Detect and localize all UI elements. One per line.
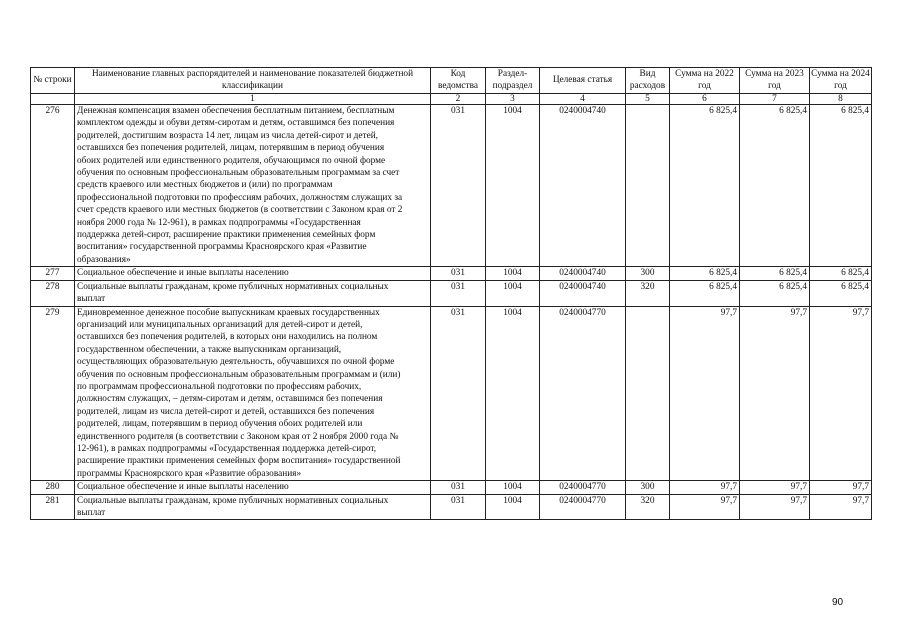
row-sum-2023: 97,7 (740, 306, 810, 481)
row-number: 278 (31, 280, 75, 306)
row-sum-2022: 97,7 (670, 494, 740, 520)
table-row (31, 267, 872, 280)
row-department-code: 031 (431, 267, 486, 280)
row-expense-type: 320 (626, 494, 670, 520)
row-department-code: 031 (431, 280, 486, 306)
row-sum-2023: 6 825,4 (740, 280, 810, 306)
row-department-code: 031 (431, 481, 486, 494)
header-sum-2022: Сумма на 2022 год (670, 68, 740, 94)
row-target-article: 0240004740 (540, 280, 626, 306)
header-expense-type: Вид расходов (626, 68, 670, 94)
table-row (31, 494, 872, 520)
row-name: Социальные выплаты гражданам, кроме публичных нормативных социальных выплат (75, 280, 431, 306)
row-sum-2022: 97,7 (670, 481, 740, 494)
row-target-article: 0240004770 (540, 481, 626, 494)
header-name: Наименование главных распорядителей и наименование показателей бюджетной классификации (75, 68, 431, 94)
row-name: Единовременное денежное пособие выпускникам краевых государственных организаций или муниципальных организаций для детей-сирот и детей, оставшихся без попечения родителей, в которых они находились на полном государственном обеспечении, а также выпускникам организаций, осуществляющих образовательную деятельность, обучавшихся по очной форме обучения по основным профессиональным образовательным программам и (или) по программам профессиональной подготовки по профессиям рабочих, должностям служащих, – детям-сиротам и детям, оставшимся без попечения родителей, лицам из числа детей-сирот и детей, оставшихся без попечения родителей, лицам, потерявшим в период обучения обоих родителей или единственного родителя (в соответствии с Законом края от 2 ноября 2000 года № 12-961), в рамках подпрограммы «Государственная поддержка детей-сирот, расширение практики применения семейных форм воспитания» государственной программы Красноярского края «Развитие образования» (75, 306, 431, 481)
row-number: 279 (31, 306, 75, 481)
header-row-number: № строки (31, 68, 75, 94)
row-section: 1004 (486, 105, 540, 267)
row-sum-2024: 6 825,4 (810, 105, 872, 267)
row-target-article: 0240004770 (540, 494, 626, 520)
row-expense-type (626, 306, 670, 481)
column-number: 7 (740, 94, 810, 105)
row-name: Социальное обеспечение и иные выплаты населению (75, 267, 431, 280)
row-expense-type: 300 (626, 481, 670, 494)
header-department-code: Код ведомства (431, 68, 486, 94)
table-row (31, 306, 872, 481)
row-target-article: 0240004740 (540, 105, 626, 267)
row-name: Денежная компенсация взамен обеспечения бесплатным питанием, бесплатным комплектом одежды и обуви детям-сиротам и детям, оставшимся без попечения родителей, достигшим возраста 14 лет, лицам из числа детей-сирот и детей, оставшихся без попечения родителей, лицам, потерявшим в период обучения обоих родителей или единственного родителя, обучающимся по очной форме обучения по основным профессиональным образовательным программам за счет средств краевого или местных бюджетов и (или) по программам профессиональной подготовки по профессиям рабочих, должностям служащих за счет средств краевого или местных бюджетов (в соответствии с Законом края от 2 ноября 2000 года № 12-961), в рамках подпрограммы «Государственная поддержка детей-сирот, расширение практики применения семейных форм воспитания» государственной программы Красноярского края «Развитие образования» (75, 105, 431, 267)
row-number: 281 (31, 494, 75, 520)
header-row (31, 68, 872, 94)
row-department-code: 031 (431, 306, 486, 481)
column-number-empty (31, 94, 75, 105)
row-sum-2022: 6 825,4 (670, 280, 740, 306)
row-number: 280 (31, 481, 75, 494)
row-name: Социальные выплаты гражданам, кроме публичных нормативных социальных выплат (75, 494, 431, 520)
page-number: 90 (832, 597, 844, 608)
column-number-row (31, 94, 872, 105)
row-target-article: 0240004740 (540, 267, 626, 280)
row-sum-2024: 6 825,4 (810, 267, 872, 280)
row-sum-2023: 6 825,4 (740, 105, 810, 267)
header-sum-2024: Сумма на 2024 год (810, 68, 872, 94)
column-number: 5 (626, 94, 670, 105)
column-number: 2 (431, 94, 486, 105)
budget-table (30, 67, 872, 520)
row-section: 1004 (486, 494, 540, 520)
table-row (31, 280, 872, 306)
row-expense-type: 300 (626, 267, 670, 280)
row-number: 277 (31, 267, 75, 280)
row-department-code: 031 (431, 494, 486, 520)
row-department-code: 031 (431, 105, 486, 267)
row-section: 1004 (486, 280, 540, 306)
column-number: 8 (810, 94, 872, 105)
header-target-article: Целевая статья (540, 68, 626, 94)
header-sum-2023: Сумма на 2023 год (740, 68, 810, 94)
table-row (31, 105, 872, 267)
column-number: 6 (670, 94, 740, 105)
row-sum-2023: 6 825,4 (740, 267, 810, 280)
table-row (31, 481, 872, 494)
row-sum-2022: 6 825,4 (670, 267, 740, 280)
row-name: Социальное обеспечение и иные выплаты населению (75, 481, 431, 494)
header-section: Раздел-подраздел (486, 68, 540, 94)
row-expense-type (626, 105, 670, 267)
row-number: 276 (31, 105, 75, 267)
row-expense-type: 320 (626, 280, 670, 306)
row-target-article: 0240004770 (540, 306, 626, 481)
row-sum-2024: 97,7 (810, 481, 872, 494)
row-sum-2023: 97,7 (740, 481, 810, 494)
row-sum-2022: 6 825,4 (670, 105, 740, 267)
row-sum-2022: 97,7 (670, 306, 740, 481)
column-number: 4 (540, 94, 626, 105)
column-number: 1 (75, 94, 431, 105)
row-section: 1004 (486, 306, 540, 481)
row-sum-2024: 97,7 (810, 306, 872, 481)
row-sum-2023: 97,7 (740, 494, 810, 520)
row-section: 1004 (486, 267, 540, 280)
row-sum-2024: 97,7 (810, 494, 872, 520)
column-number: 3 (486, 94, 540, 105)
row-section: 1004 (486, 481, 540, 494)
row-sum-2024: 6 825,4 (810, 280, 872, 306)
